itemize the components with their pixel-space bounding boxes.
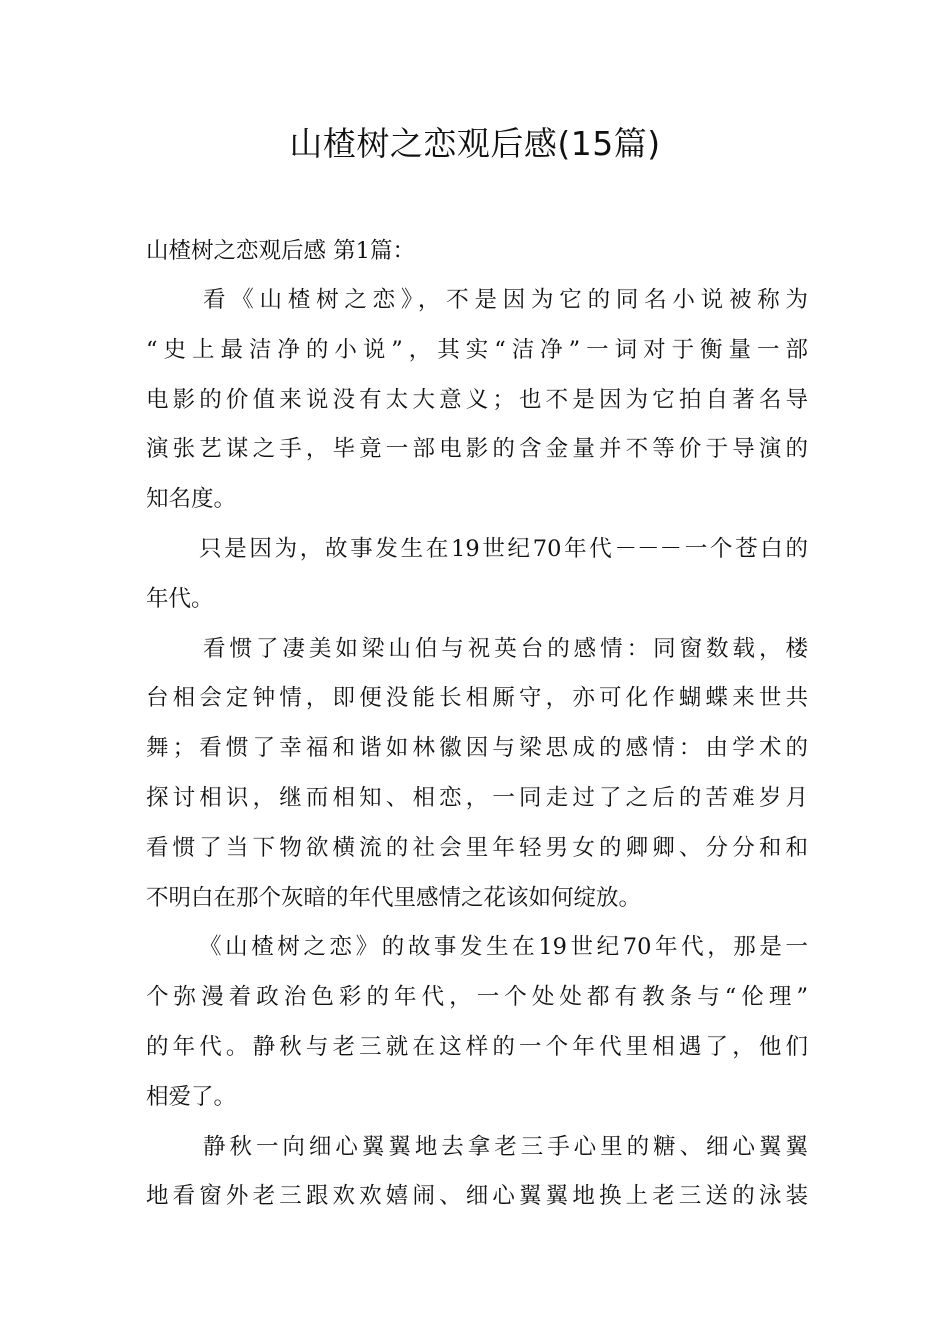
- paragraph-3-line-5: 看惯了当下物欲横流的社会里年轻男女的卿卿、分分和和: [146, 834, 808, 861]
- document-body: [146, 226, 808, 1222]
- paragraph-3-line-1: 看惯了凄美如梁山伯与祝英台的感情：同窗数载，楼: [203, 635, 808, 662]
- document-title: 山楂树之恋观后感(15篇): [289, 124, 661, 163]
- paragraph-4-line-2: 个弥漫着政治色彩的年代，一个处处都有教条与“伦理”: [146, 984, 808, 1011]
- paragraph-5-line-2: 地看窗外老三跟欢欢嬉闹、细心翼翼地换上老三送的泳装: [146, 1183, 808, 1210]
- paragraph-3-line-6: 不明白在那个灰暗的年代里感情之花该如何绽放。: [146, 884, 642, 911]
- paragraph-3-line-4: 探讨相识，继而相知、相恋，一同走过了之后的苦难岁月: [146, 784, 808, 811]
- section-heading: 山楂树之恋观后感 第1篇：: [146, 238, 415, 264]
- paragraph-1-line-3: 电影的价值来说没有太大意义；也不是因为它拍自著名导: [146, 386, 808, 413]
- paragraph-1-line-1: 看《山楂树之恋》，不是因为它的同名小说被称为: [203, 287, 808, 313]
- paragraph-2-line-1: 只是因为，故事发生在19世纪70年代－－－一个苍白的: [199, 535, 808, 562]
- paragraph-5-line-1: 静秋一向细心翼翼地去拿老三手心里的糖、细心翼翼: [203, 1133, 808, 1160]
- paragraph-3-line-2: 台相会定钟情，即便没能长相厮守，亦可化作蝴蝶来世共: [146, 685, 808, 712]
- paragraph-4-line-4: 相爱了。: [146, 1083, 237, 1110]
- paragraph-1-line-2: “史上最洁净的小说”，其实“洁净”一词对于衡量一部: [146, 336, 808, 363]
- paragraph-1-line-5: 知名度。: [146, 486, 237, 513]
- paragraph-1-line-4: 演张艺谋之手，毕竟一部电影的含金量并不等价于导演的: [146, 436, 808, 463]
- paragraph-4-line-1: 《山楂树之恋》的故事发生在19世纪70年代，那是一: [199, 934, 808, 961]
- paragraph-4-line-3: 的年代。静秋与老三就在这样的一个年代里相遇了，他们: [146, 1033, 808, 1060]
- paragraph-3-line-3: 舞；看惯了幸福和谐如林徽因与梁思成的感情：由学术的: [146, 735, 808, 762]
- paragraph-2-line-2: 年代。: [146, 585, 214, 612]
